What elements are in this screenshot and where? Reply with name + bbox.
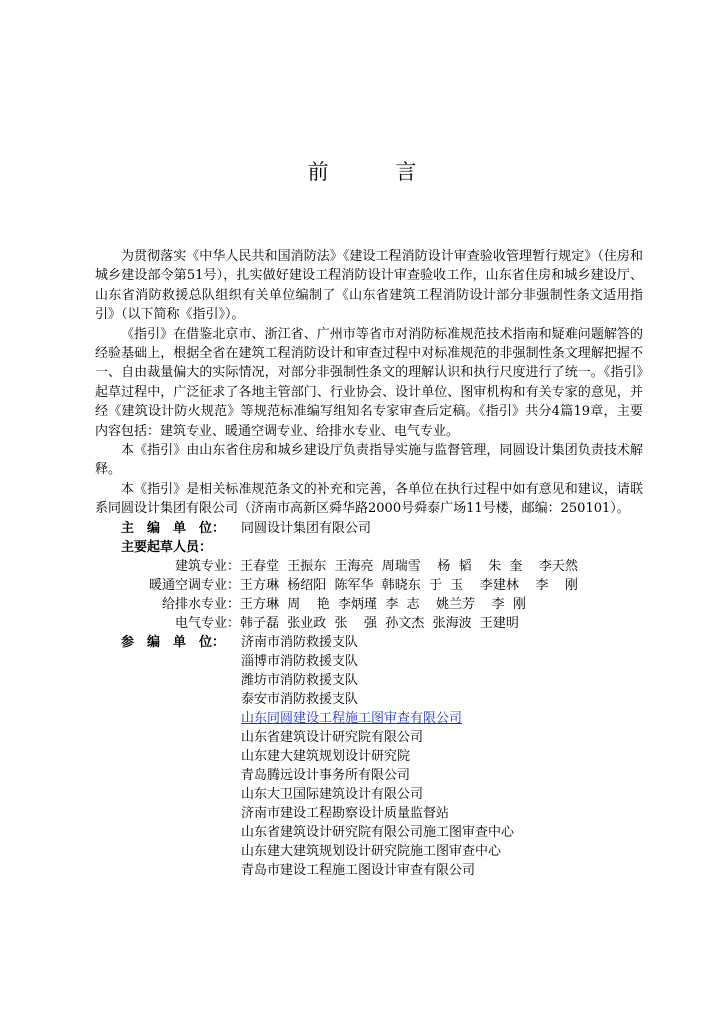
participant-unit: 青岛市建设工程施工图设计审查有限公司 <box>241 862 476 878</box>
page-title: 前 言 <box>307 160 447 184</box>
specialty-label: 建筑专业： <box>174 558 240 574</box>
specialty-label: 给排水专业： <box>161 596 240 612</box>
drafter-names: 王方琳 杨绍阳 陈军华 韩晓东 于 玉 李建林 李 刚 <box>240 577 578 593</box>
drafter-names: 王方琳 周 艳 李炳瑾 李 志 姚兰芳 李 刚 <box>240 596 526 612</box>
chief-editor-label: 主 编 单 位： <box>121 520 226 536</box>
drafter-group-architecture <box>95 557 643 576</box>
participant-unit: 泰安市消防救援支队 <box>241 691 359 707</box>
drafters-label: 主要起草人员： <box>121 539 213 555</box>
participant-unit-link[interactable]: 山东同圆建设工程施工图审查有限公司 <box>241 710 463 726</box>
participant-unit: 山东大卫国际建筑设计有限公司 <box>241 786 424 802</box>
participant-unit: 山东省建筑设计研究院有限公司 <box>241 729 424 745</box>
participant-unit: 潍坊市消防救援支队 <box>241 672 359 688</box>
participants-row <box>95 633 643 652</box>
drafter-group-electrical <box>95 614 643 633</box>
participant-unit: 青岛腾远设计事务所有限公司 <box>241 767 411 783</box>
paragraph-feedback: 本《指引》是相关标准规范条文的补充和完善，各单位在执行过程中如有意见和建议，请联系同圆设计集团有限公司（济南市高新区舜华路2000号舜泰广场11号楼，邮编：250101）。 <box>95 481 643 517</box>
paragraph-background: 《指引》在借鉴北京市、浙江省、广州市等省市对消防标准规范技术指南和疑难问题解答的经验基础上，根据全省在建筑工程消防设计和审查过程中对标准规范的非强制性条文理解把握不一、自由裁量偏大的实际情况，对部分非强制性条文的理解认识和执行尺度进行了统一。《指引》起草过程中，广泛征求了各地主管部门、行业协会、设计单位、图审机构和有关专家的意见，并经《建筑设计防火规范》等规范标准编写组知名专家审查后定稿。《指引》共分4篇19章，主要内容包括：建筑专业、暖通空调专业、给排水专业、电气专业。 <box>95 326 643 439</box>
document-body <box>95 247 643 880</box>
specialty-label: 电气专业： <box>174 615 240 631</box>
drafters-heading <box>95 538 643 557</box>
participant-unit: 济南市消防救援支队 <box>241 634 359 650</box>
drafter-group-hvac <box>95 576 643 595</box>
participant-unit: 山东建大建筑规划设计研究院施工图审查中心 <box>241 843 502 859</box>
paragraph-purpose: 为贯彻落实《中华人民共和国消防法》《建设工程消防设计审查验收管理暂行规定》（住房和城乡建设部令第51号），扎实做好建设工程消防设计审查验收工作，山东省住房和城乡建设厅、山东省消防救援总队组织有关单位编制了《山东省建筑工程消防设计部分非强制性条文适用指引》（以下简称《指引》）。 <box>95 249 643 323</box>
participant-units-list <box>95 652 643 880</box>
participant-unit: 淄博市消防救援支队 <box>241 653 359 669</box>
participants-label: 参 编 单 位： <box>121 634 226 650</box>
paragraph-responsibility: 本《指引》由山东省住房和城乡建设厅负责指导实施与监督管理，同圆设计集团负责技术解释。 <box>95 443 643 478</box>
participant-unit: 济南市建设工程勘察设计质量监督站 <box>241 805 450 821</box>
specialty-label: 暖通空调专业： <box>148 577 240 593</box>
chief-editor-row <box>95 519 643 538</box>
chief-editor-value: 同圆设计集团有限公司 <box>241 520 372 536</box>
drafter-names: 王春堂 王振东 王海亮 周瑞雪 杨 韬 朱 奎 李天然 <box>240 558 578 574</box>
drafter-names: 韩子磊 张业政 张 强 孙文杰 张海波 王建明 <box>240 615 519 631</box>
participant-unit: 山东省建筑设计研究院有限公司施工图审查中心 <box>241 824 515 840</box>
drafter-group-plumbing <box>95 595 643 614</box>
participant-unit: 山东建大建筑规划设计研究院 <box>241 748 411 764</box>
